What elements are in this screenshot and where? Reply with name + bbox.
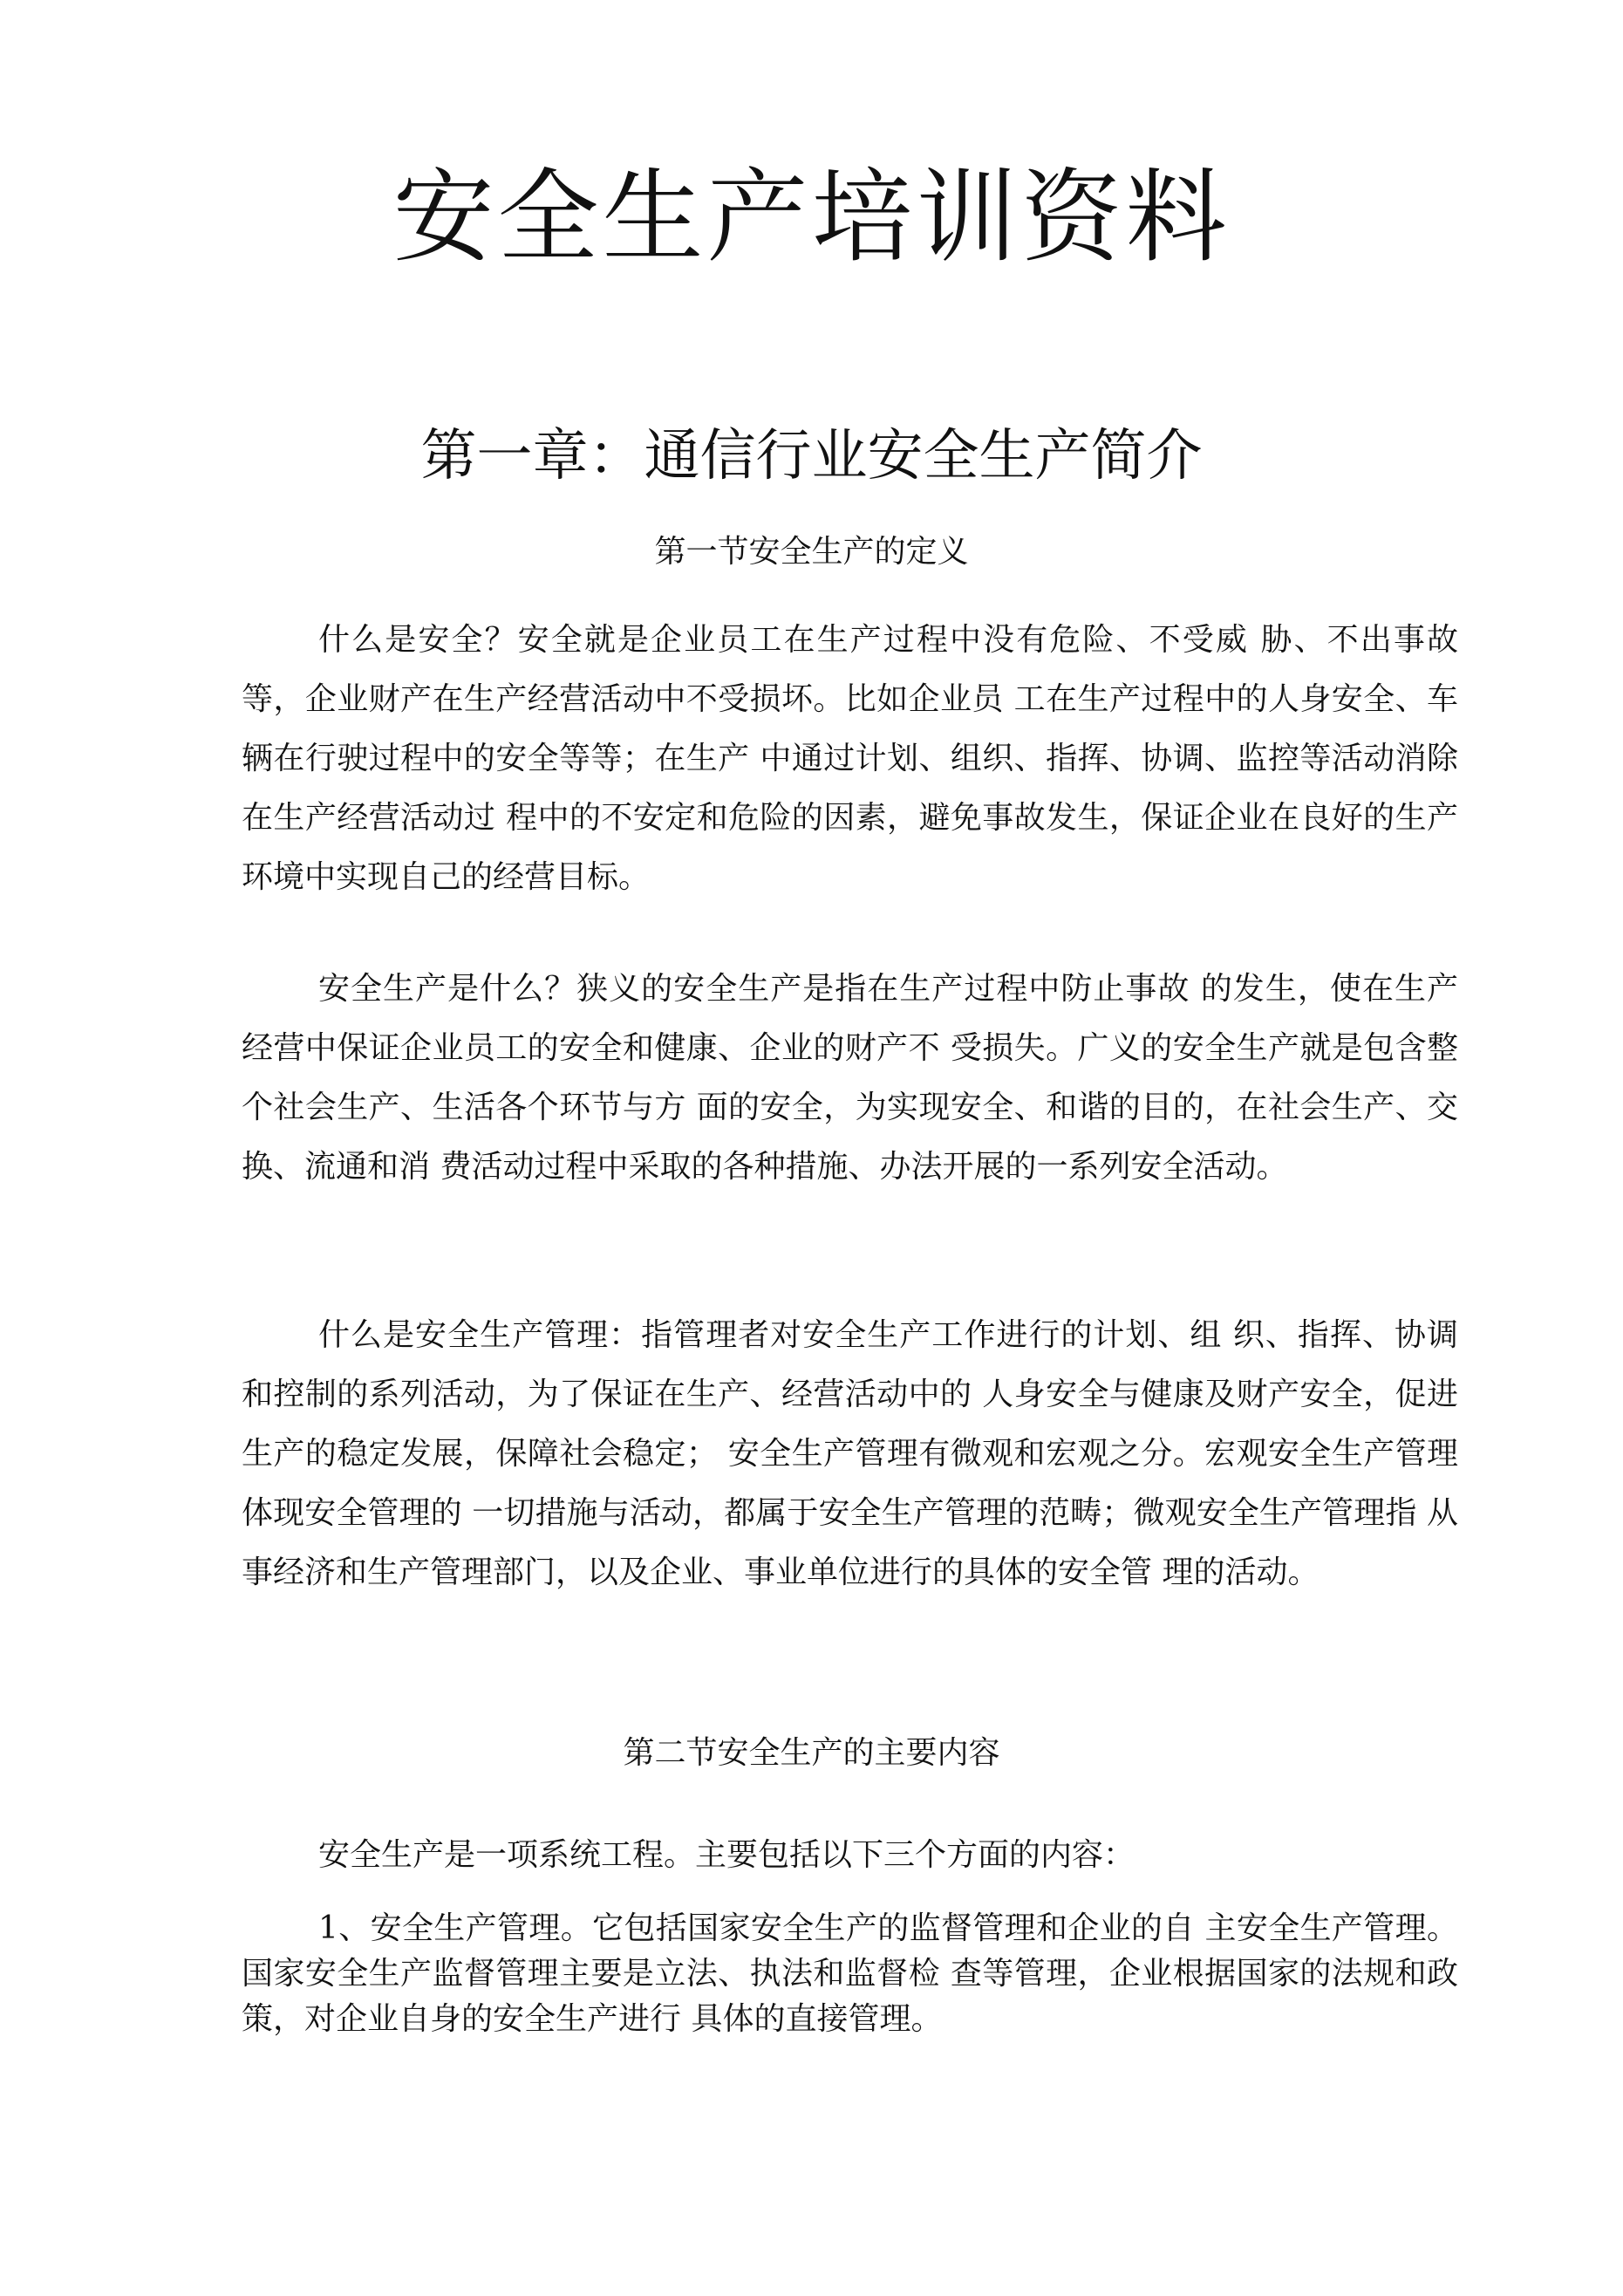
section-heading: 第一节安全生产的定义 <box>654 534 969 570</box>
paragraph: 1、安全生产管理。它包括国家安全生产的监督管理和企业的自 主安全生产管理。国家安全生产监督管理主要是立法、执法和监督检 查等管理，企业根据国家的法规和政策，对企业自身的安全生产进行 具体的直接管理。 <box>242 1910 1458 2037</box>
paragraph: 安全生产是什么？狭义的安全生产是指在生产过程中防止事故 的发生，使在生产经营中保证企业员工的安全和健康、企业的财产不 受损失。广义的安全生产就是包含整个社会生产、生活各个环节与方 面的安全，为实现安全、和谐的目的，在社会生产、交换、流通和消 费活动过程中采取的各种措施、办法开展的一系列安全活动。 <box>242 971 1458 1185</box>
paragraph: 什么是安全生产管理：指管理者对安全生产工作进行的计划、组 织、指挥、协调和控制的系列活动，为了保证在生产、经营活动中的 人身安全与健康及财产安全，促进生产的稳定发展，保障社会稳定； 安全生产管理有微观和宏观之分。宏观安全生产管理体现安全管理的 一切措施与活动，都属于安全生产管理的范畴；微观安全生产管理指 从事经济和生产管理部门，以及企业、事业单位进行的具体的安全管 理的活动。 <box>242 1317 1458 1590</box>
chapter-title: 第一章：通信行业安全生产简介 <box>420 424 1203 489</box>
document-title: 安全生产培训资料 <box>392 159 1231 277</box>
section-heading: 第二节安全生产的主要内容 <box>623 1735 1000 1771</box>
paragraph: 安全生产是一项系统工程。主要包括以下三个方面的内容： <box>318 1837 1135 1873</box>
paragraph: 什么是安全？安全就是企业员工在生产过程中没有危险、不受威 胁、不出事故等，企业财产在生产经营活动中不受损坏。比如企业员 工在生产过程中的人身安全、车辆在行驶过程中的安全等等；在生产 中通过计划、组织、指挥、协调、监控等活动消除在生产经营活动过 程中的不安定和危险的因素，避免事故发生，保证企业在良好的生产 环境中实现自己的经营目标。 <box>242 622 1458 895</box>
